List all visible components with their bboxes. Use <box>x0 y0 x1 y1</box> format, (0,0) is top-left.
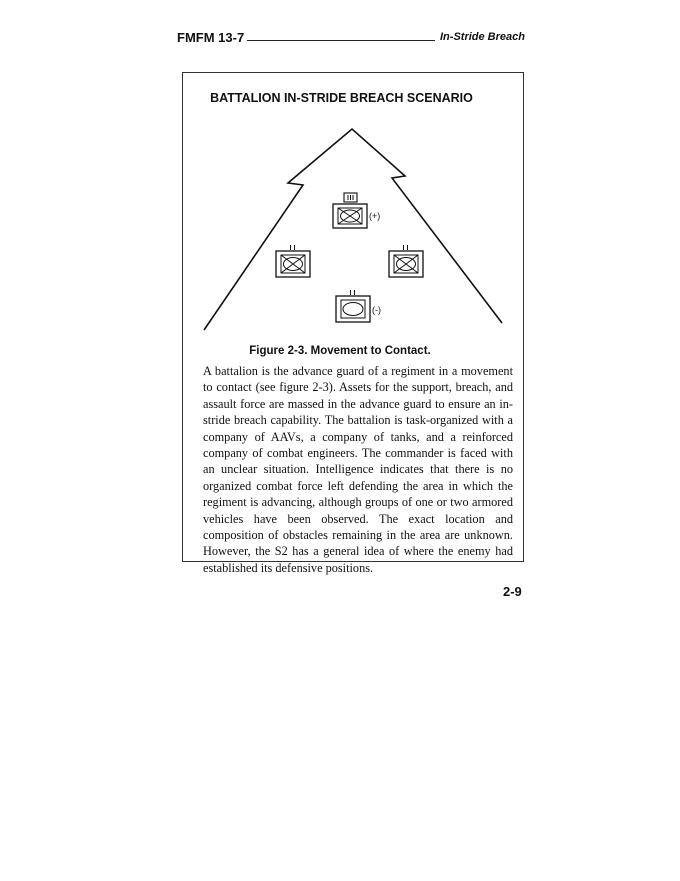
manual-id: FMFM 13-7 <box>177 30 245 45</box>
section-title: In-Stride Breach <box>440 31 525 43</box>
body-paragraph: A battalion is the advance guard of a regiment in a movement to contact (see figure 2-3). Assets for the support, breach, and assault force are massed in the advance guard to ensure an in-stride breach capability. The battalion is task-organized with a company of AAVs, a company of tanks, and a reinforced company of combat engineers. The commander is faced with an unclear situation. Intelligence indicates that there is no organized combat force left defending the area in which the regiment is advancing, although groups of one or two armored vehicles have been observed. The exact location and composition of obstacles remaining in the area are unknown. However, the S2 has a general idea of where the enemy had established its defensive positions. <box>203 364 513 575</box>
unit-symbol-right-flank <box>389 245 423 277</box>
figure-title: BATTALION IN-STRIDE BREACH SCENARIO <box>210 91 473 105</box>
unit-symbol-lead <box>333 193 380 228</box>
unit-symbol-left-flank <box>276 245 310 277</box>
figure-caption: Figure 2-3. Movement to Contact. <box>249 345 431 357</box>
unit-modifier-lead: (+) <box>369 211 381 221</box>
unit-modifier-rear: (-) <box>372 305 381 315</box>
unit-symbol-rear <box>336 290 381 322</box>
page-number: 2-9 <box>503 584 522 599</box>
